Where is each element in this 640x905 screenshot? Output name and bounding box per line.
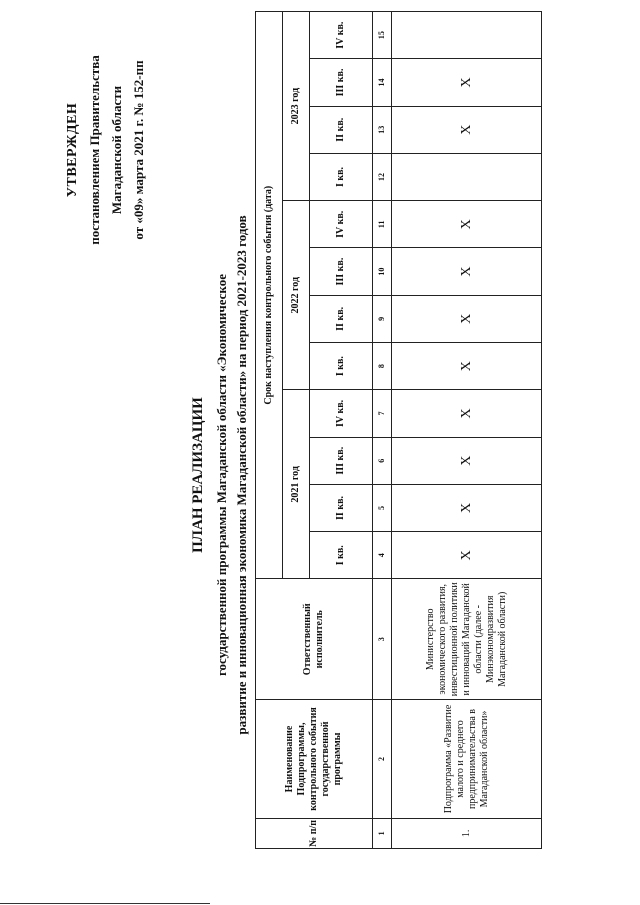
approval-line-1: постановлением Правительства: [87, 55, 102, 245]
mark-cell-3: X: [392, 437, 542, 484]
title-line-2: государственной программы Магаданской области «Экономическое: [214, 273, 229, 677]
title-main: ПЛАН РЕАЛИЗАЦИИ: [190, 397, 206, 553]
mark-cell-7: X: [392, 248, 542, 295]
quarter-header-9: I кв.: [310, 153, 373, 200]
quarter-header-3: III кв.: [310, 437, 373, 484]
quarter-header-4: IV кв.: [310, 390, 373, 437]
header-year-2022: 2022 год: [283, 201, 310, 390]
document-title: [188, 195, 252, 755]
quarter-header-6: II кв.: [310, 295, 373, 342]
column-number-14: 14: [373, 59, 392, 106]
approval-line-2: Магаданской области: [109, 85, 124, 215]
column-number-8: 8: [373, 343, 392, 390]
mark-cell-4: X: [392, 390, 542, 437]
approval-heading: УТВЕРЖДЕН: [65, 102, 80, 198]
plan-table: [255, 11, 542, 849]
mark-cell-10: X: [392, 106, 542, 153]
column-number-3: 3: [373, 579, 392, 700]
quarter-header-7: III кв.: [310, 248, 373, 295]
header-year-2023: 2023 год: [283, 12, 310, 201]
footer-divider: [0, 903, 210, 904]
column-number-6: 6: [373, 437, 392, 484]
column-number-13: 13: [373, 106, 392, 153]
mark-cell-12: [392, 12, 542, 59]
mark-cell-1: X: [392, 532, 542, 579]
column-number-row: [373, 12, 392, 849]
quarter-header-12: IV кв.: [310, 12, 373, 59]
column-number-12: 12: [373, 153, 392, 200]
column-number-7: 7: [373, 390, 392, 437]
column-number-15: 15: [373, 12, 392, 59]
column-number-10: 10: [373, 248, 392, 295]
quarter-header-2: II кв.: [310, 484, 373, 531]
approval-stamp: [62, 25, 150, 275]
mark-cell-9: [392, 153, 542, 200]
row-name: Подпрограмма «Развитие малого и среднего предпринимательства в Магаданской области»: [392, 700, 542, 819]
mark-cell-5: X: [392, 343, 542, 390]
column-number-9: 9: [373, 295, 392, 342]
column-number-5: 5: [373, 484, 392, 531]
quarter-header-1: I кв.: [310, 532, 373, 579]
header-name: Наименование Подпрограммы, контрольного события государственной программы: [256, 700, 373, 819]
quarter-header-8: IV кв.: [310, 201, 373, 248]
mark-cell-2: X: [392, 484, 542, 531]
header-executor: Ответственный исполнитель: [256, 579, 373, 700]
column-number-11: 11: [373, 201, 392, 248]
column-number-4: 4: [373, 532, 392, 579]
row-num: 1.: [392, 818, 542, 848]
quarter-header-5: I кв.: [310, 343, 373, 390]
mark-cell-8: X: [392, 201, 542, 248]
mark-cell-6: X: [392, 295, 542, 342]
table-row: [392, 12, 542, 849]
approval-line-3: от «09» марта 2021 г. № 152-пп: [131, 60, 146, 240]
column-number-2: 2: [373, 700, 392, 819]
header-period: Срок наступления контрольного события (дата): [256, 12, 283, 579]
header-num: № п/п: [256, 818, 373, 848]
header-year-2021: 2021 год: [283, 390, 310, 579]
quarter-header-10: II кв.: [310, 106, 373, 153]
title-line-3: развитие и инновационная экономика Магаданской области» на период 2021-2023 годов: [234, 215, 249, 735]
mark-cell-11: X: [392, 59, 542, 106]
quarter-header-11: III кв.: [310, 59, 373, 106]
row-executor: Министерство экономического развития, инвестиционной политики и инноваций Магаданской области (далее - Минэкономразвития Магаданской области): [392, 579, 542, 700]
column-number-1: 1: [373, 818, 392, 848]
